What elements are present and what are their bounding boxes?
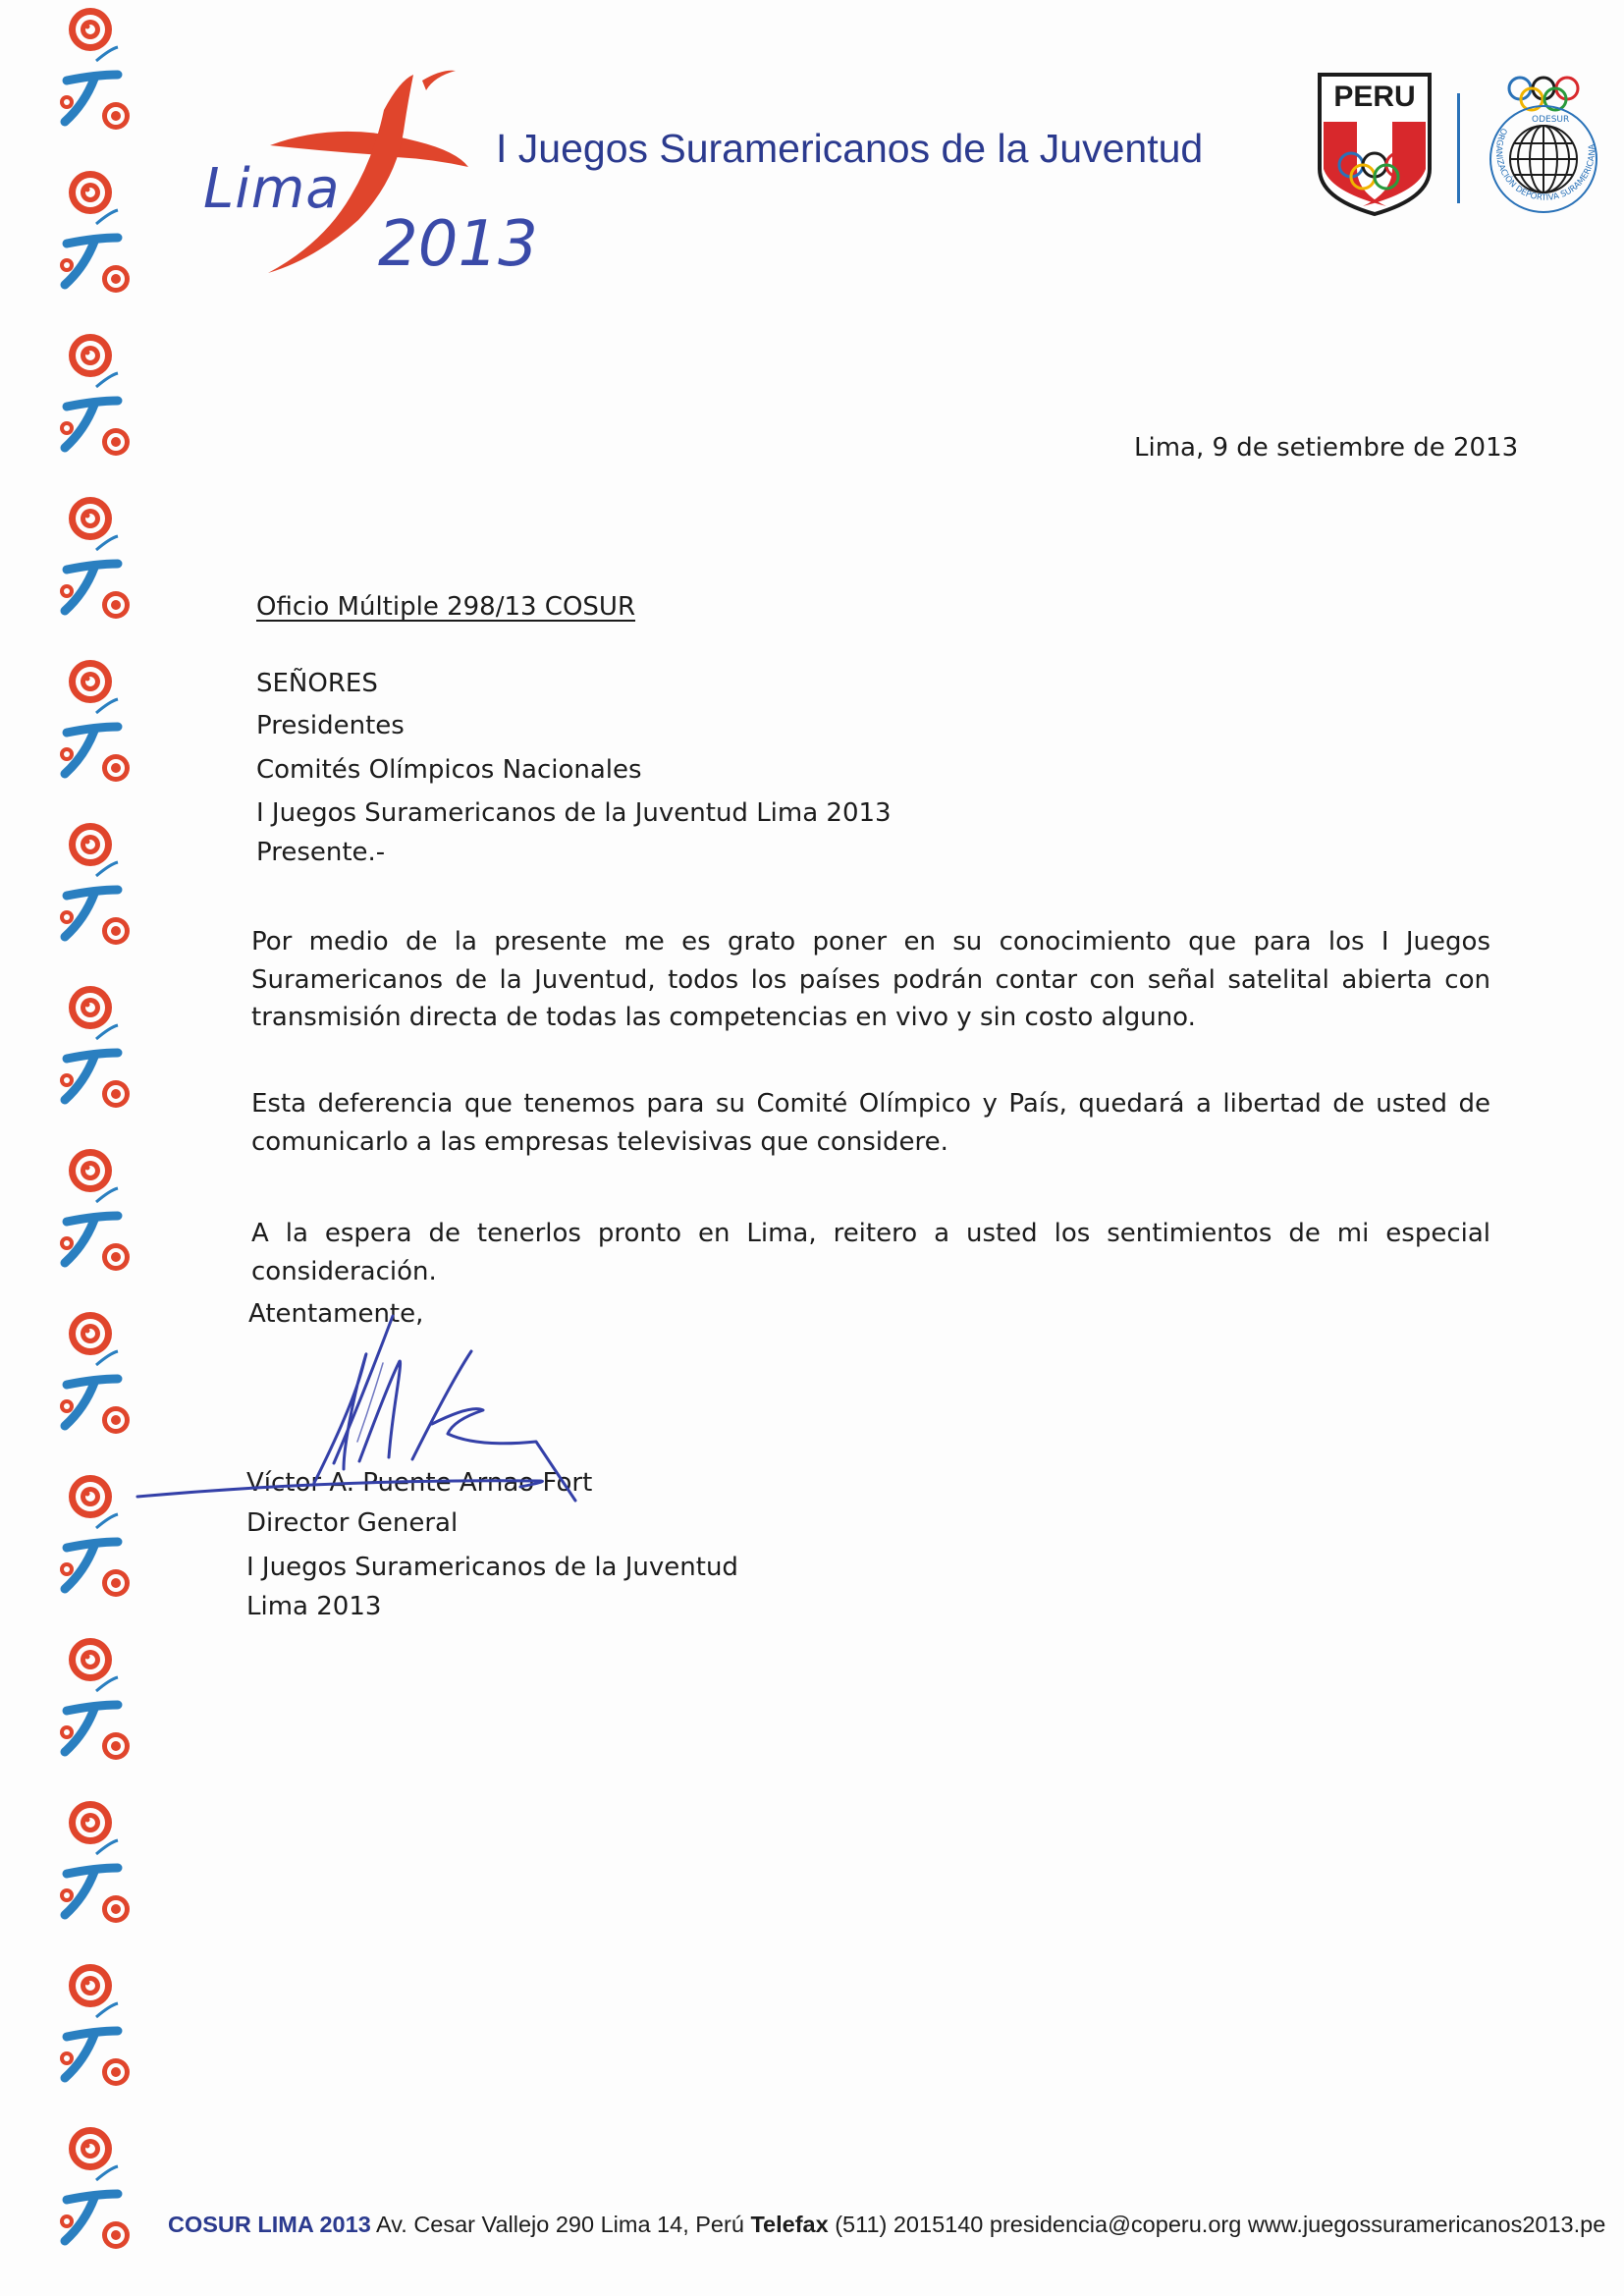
decorative-border <box>39 0 157 2296</box>
signatory-organization: Lima 2013 <box>246 1592 382 1621</box>
addressee-line: Presente.- <box>256 838 386 867</box>
letter-date: Lima, 9 de setiembre de 2013 <box>1134 433 1519 463</box>
footer-organization: COSUR LIMA 2013 <box>168 2212 371 2237</box>
signatory-title: Director General <box>246 1508 459 1538</box>
footer-telefax: (511) 2015140 <box>835 2212 984 2237</box>
letter-reference: Oficio Múltiple 298/13 COSUR <box>256 592 636 622</box>
body-paragraph: Esta deferencia que tenemos para su Comité Olímpico y País, quedará a libertad de usted de comunicarlo a las empresas televisivas que considere. <box>251 1089 1490 1157</box>
footer-address: Av. Cesar Vallejo 290 Lima 14, Perú <box>376 2212 744 2237</box>
body-paragraph: A la espera de tenerlos pronto en Lima, reitero a usted los sentimientos de mi especial consideración. <box>251 1219 1490 1286</box>
addressee-line: SEÑORES <box>256 669 378 698</box>
odesur-label: ODESUR <box>1532 115 1570 125</box>
signatory-name: Víctor A. Puente Arnao Fort <box>246 1468 593 1498</box>
handwritten-signature <box>128 1277 638 1532</box>
signatory-organization: I Juegos Suramericanos de la Juventud <box>246 1553 738 1582</box>
addressee-line: Comités Olímpicos Nacionales <box>256 755 642 785</box>
logo-lima-text: Lima <box>203 157 341 221</box>
header-divider <box>1457 93 1460 203</box>
footer-email: presidencia@coperu.org <box>989 2212 1242 2237</box>
footer-contact <box>168 2212 1605 2238</box>
addressee-line: Presidentes <box>256 711 405 740</box>
odesur-logo-icon <box>1473 69 1615 216</box>
footer-telefax-label: Telefax <box>750 2212 829 2237</box>
logo-year-text: 2013 <box>378 208 538 281</box>
closing: Atentamente, <box>248 1299 424 1329</box>
page-title: I Juegos Suramericanos de la Juventud <box>496 126 1204 171</box>
peru-shield-label: PERU <box>1333 81 1416 113</box>
body-paragraph: Por medio de la presente me es grato poner en su conocimiento que para los I Juegos Suramericanos de la Juventud, todos los países podrán contar con señal satelital abierta con transmisión directa de todas las competencias en vivo y sin costo alguno. <box>251 927 1490 1032</box>
addressee-line: I Juegos Suramericanos de la Juventud Lima 2013 <box>256 798 892 828</box>
odesur-ring-text: ORGANIZACIÓN DEPORTIVA SURAMERICANA <box>1492 126 1598 203</box>
footer-website: www.juegossuramericanos2013.pe <box>1247 2212 1606 2237</box>
